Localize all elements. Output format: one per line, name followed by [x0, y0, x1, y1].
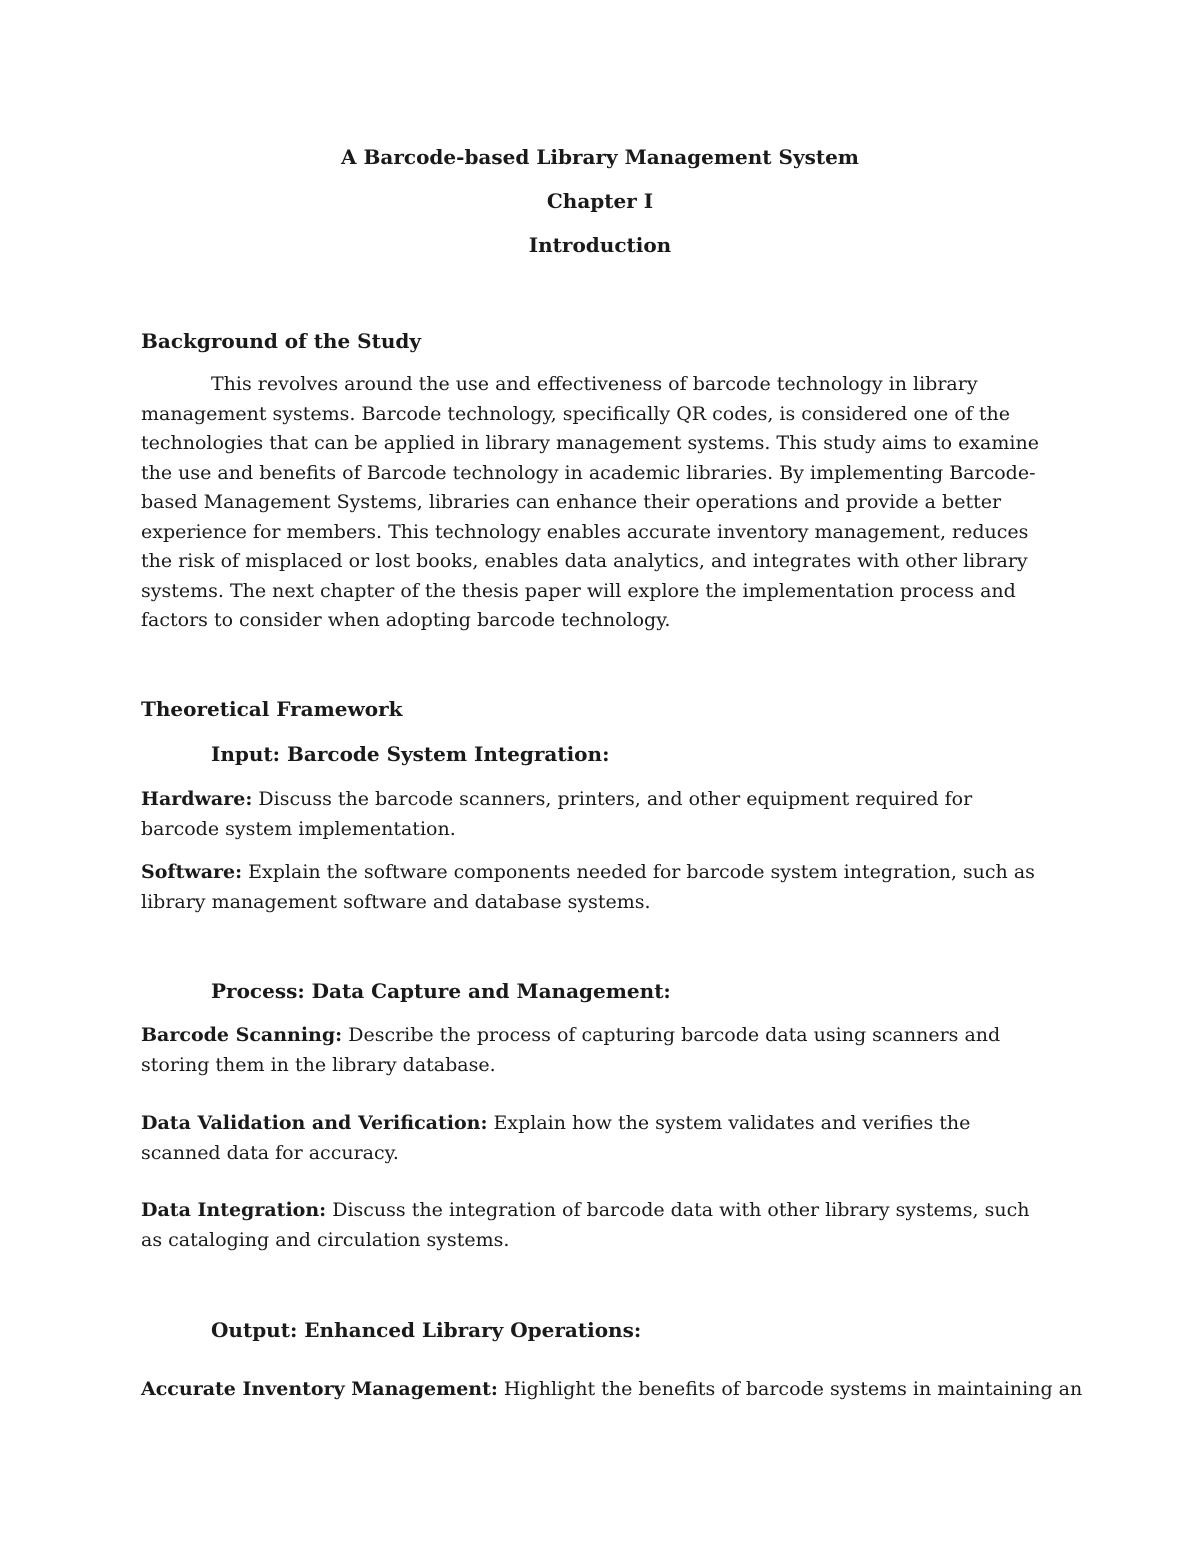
chapter-label: Chapter I: [546, 189, 654, 213]
scanning-text: Describe the process of capturing barcode data using scanners and storing them in the library database.: [141, 1024, 1001, 1076]
hardware-item: [141, 785, 1056, 844]
integration-item: [141, 1196, 1056, 1255]
scanning-term: Barcode Scanning:: [141, 1024, 343, 1046]
process-heading: Process: Data Capture and Management:: [211, 979, 671, 1003]
validation-term: Data Validation and Verification:: [141, 1112, 488, 1134]
inventory-term: Accurate Inventory Management:: [141, 1378, 498, 1400]
software-term: Software:: [141, 861, 243, 883]
scanning-item: [141, 1021, 1056, 1080]
chapter-title: Introduction: [528, 233, 672, 257]
integration-term: Data Integration:: [141, 1199, 327, 1221]
background-heading: Background of the Study: [141, 329, 421, 353]
framework-heading: Theoretical Framework: [141, 697, 403, 721]
background-paragraph: This revolves around the use and effectiveness of barcode technology in library management systems. Barcode technology, specifically QR codes, is considered one of the technologies that can be applied in library management systems. This study aims to examine the use and benefits of Barcode technology in academic libraries. By implementing Barcode-based Management Systems, libraries can enhance their operations and provide a better experience for members. This technology enables accurate inventory management, reduces the risk of misplaced or lost books, enables data analytics, and integrates with other library systems. The next chapter of the thesis paper will explore the implementation process and factors to consider when adopting barcode technology.: [141, 373, 1039, 631]
output-heading: Output: Enhanced Library Operations:: [211, 1318, 642, 1342]
inventory-item: [141, 1375, 1082, 1405]
validation-text: Explain how the system validates and verifies the scanned data for accuracy.: [141, 1112, 971, 1164]
integration-text: Discuss the integration of barcode data with other library systems, such as cataloging and circulation systems.: [141, 1199, 1030, 1251]
validation-item: [141, 1109, 1056, 1168]
hardware-text: Discuss the barcode scanners, printers, and other equipment required for barcode system implementation.: [141, 788, 973, 840]
software-item: [141, 858, 1056, 917]
hardware-term: Hardware:: [141, 788, 253, 810]
input-heading: Input: Barcode System Integration:: [211, 742, 610, 766]
document-title: A Barcode-based Library Management System: [341, 145, 859, 169]
inventory-text: Highlight the benefits of barcode systems in maintaining an: [497, 1378, 1083, 1400]
software-text: Explain the software components needed for barcode system integration, such as library management software and database systems.: [141, 861, 1035, 913]
